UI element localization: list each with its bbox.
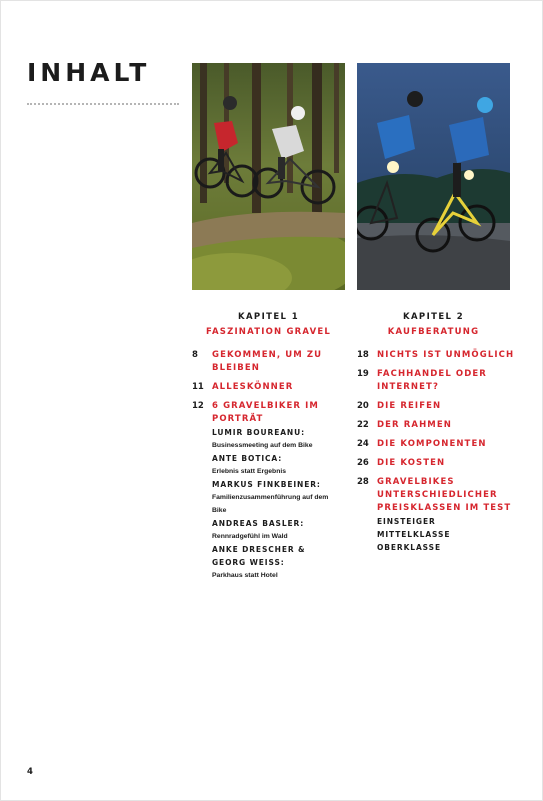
price-class-list bbox=[377, 515, 517, 554]
toc-entry[interactable] bbox=[192, 381, 342, 394]
toc-entry[interactable] bbox=[357, 476, 517, 554]
price-class: MITTELKLASSE bbox=[377, 530, 451, 539]
toc-entry-title: FACHHANDEL ODER INTERNET? bbox=[377, 369, 487, 392]
page-title: INHALT bbox=[27, 58, 151, 87]
toc-entry[interactable] bbox=[357, 368, 517, 394]
price-class: EINSTEIGER bbox=[377, 517, 436, 526]
chapter2-kicker: KAPITEL 2 bbox=[402, 312, 465, 322]
toc-page-number: 28 bbox=[357, 477, 369, 487]
portrait-name: ANTE BOTICA: bbox=[212, 454, 283, 463]
toc-entry[interactable] bbox=[192, 400, 342, 582]
chapter2-title: KAUFBERATUNG bbox=[387, 327, 480, 337]
toc-entry-title: DIE REIFEN bbox=[377, 401, 442, 411]
price-class: OBERKLASSE bbox=[377, 543, 441, 552]
chapter1-title: FASZINATION GRAVEL bbox=[205, 327, 332, 337]
toc-entry-title: DER RAHMEN bbox=[377, 420, 452, 430]
toc-page-number: 26 bbox=[357, 458, 369, 468]
toc-page-number: 22 bbox=[357, 420, 369, 430]
toc-page-number: 11 bbox=[192, 382, 204, 392]
toc-entry-title: GEKOMMEN, UM ZU BLEIBEN bbox=[212, 350, 323, 373]
portrait-name: LUMIR BOUREANU: bbox=[212, 428, 305, 437]
toc-page-number: 12 bbox=[192, 401, 204, 411]
toc-entry-title: DIE KOMPONENTEN bbox=[377, 439, 487, 449]
toc-page-number: 19 bbox=[357, 369, 369, 379]
portrait-description: Businessmeeting auf dem Bike bbox=[212, 442, 313, 449]
portrait-description: Rennradgefühl im Wald bbox=[212, 533, 288, 540]
chapter2-toc bbox=[357, 349, 517, 560]
toc-entry-title: GRAVELBIKES UNTERSCHIEDLICHER PREISKLASSEN IM TEST bbox=[377, 477, 512, 513]
page-number: 4 bbox=[27, 767, 33, 777]
portrait-name: ANDREAS BASLER: bbox=[212, 519, 305, 528]
toc-entry[interactable] bbox=[357, 419, 517, 432]
chapter1-kicker: KAPITEL 1 bbox=[237, 312, 300, 322]
toc-entry[interactable] bbox=[357, 349, 517, 362]
photo-gravel-dusk bbox=[357, 63, 510, 290]
portrait-name: MARKUS FINKBEINER: bbox=[212, 480, 321, 489]
title-divider bbox=[27, 103, 179, 105]
toc-page-number: 8 bbox=[192, 350, 198, 360]
portrait-description: Erlebnis statt Ergebnis bbox=[212, 468, 287, 475]
chapter2-heading bbox=[357, 310, 510, 340]
toc-page-number: 20 bbox=[357, 401, 369, 411]
toc-page-number: 18 bbox=[357, 350, 369, 360]
toc-entry-title: ALLESKÖNNER bbox=[212, 382, 294, 392]
chapter1-heading bbox=[192, 310, 345, 340]
toc-entry-title: DIE KOSTEN bbox=[377, 458, 446, 468]
chapter1-toc bbox=[192, 349, 342, 588]
toc-entry[interactable] bbox=[357, 400, 517, 413]
portrait-description: Parkhaus statt Hotel bbox=[212, 572, 278, 579]
toc-entry[interactable] bbox=[357, 457, 517, 470]
toc-entry-title: NICHTS IST UNMÖGLICH bbox=[377, 350, 515, 360]
portrait-name: ANKE DRESCHER & GEORG WEISS: bbox=[212, 545, 306, 567]
photo-gravel-forest bbox=[192, 63, 345, 290]
portrait-list bbox=[212, 426, 342, 582]
toc-entry[interactable] bbox=[192, 349, 342, 375]
portrait-description: Familienzusammenführung auf dem Bike bbox=[212, 494, 329, 514]
toc-page-number: 24 bbox=[357, 439, 369, 449]
toc-entry-title: 6 GRAVELBIKER IM PORTRÄT bbox=[212, 401, 319, 424]
toc-entry[interactable] bbox=[357, 438, 517, 451]
